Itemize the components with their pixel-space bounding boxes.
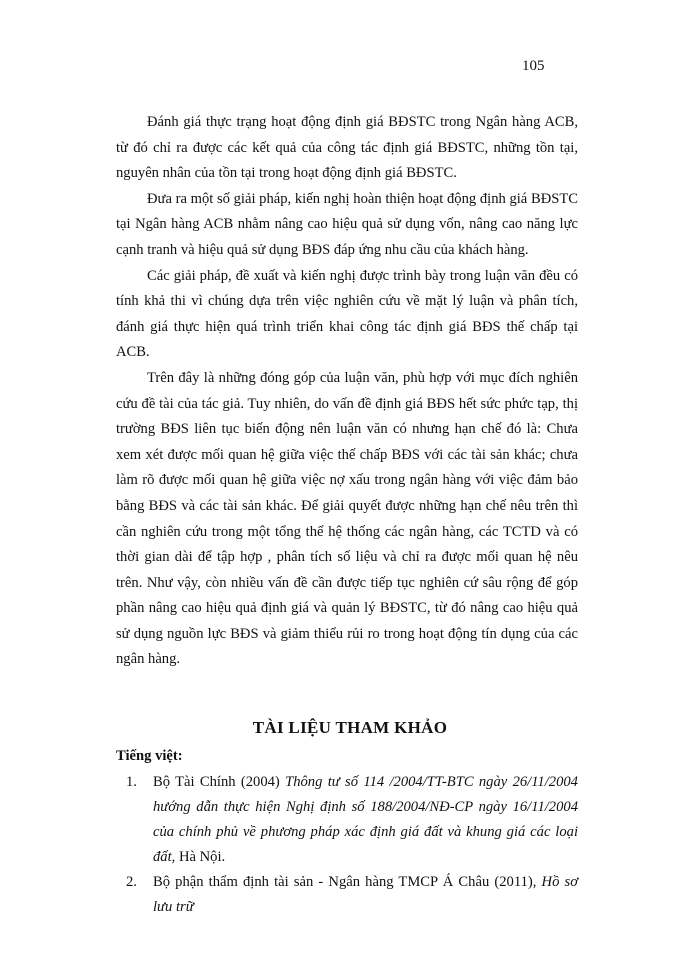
body-text <box>116 110 578 673</box>
paragraph: Đưa ra một số giải pháp, kiến nghị hoàn thiện hoạt động định giá BĐSTC tại Ngân hàng ACB nhằm nâng cao hiệu quả sử dụng vốn, nâng cao năng lực cạnh tranh và hiệu quả sử dụng BĐS đáp ứng nhu cầu của khách hàng. <box>116 190 578 258</box>
reference-item <box>116 770 578 870</box>
reference-number: 1. <box>126 774 137 790</box>
references-subheading: Tiếng việt: <box>116 748 183 764</box>
reference-number: 2. <box>126 874 137 890</box>
reference-list <box>116 770 578 920</box>
reference-author: Bộ Tài Chính (2004) <box>153 774 286 790</box>
paragraph: Các giải pháp, đề xuất và kiến nghị được trình bày trong luận văn đều có tính khả thi vì chúng dựa trên việc nghiên cứu về mặt lý luận và phân tích, đánh giá thực hiện quá trình triển khai công tác định giá BĐS thế chấp tại ACB. <box>116 267 578 361</box>
paragraph: Trên đây là những đóng góp của luận văn, phù hợp với mục đích nghiên cứu đề tài của tác giả. Tuy nhiên, do vấn đề định giá BĐS hết sức phức tạp, thị trường BĐS liên tục biến động nên luận văn có nhưng hạn chế đó là: Chưa xem xét được mối quan hệ giữa việc thế chấp BĐS với các tài sản khác; chưa làm rõ được mối quan hệ giữa việc nợ xấu trong ngân hàng với việc đảm bảo bằng BĐS và các tài sản khác. Để giải quyết được những hạn chế nêu trên thì cần nghiên cứu trong một tổng thể hệ thống các ngân hàng, các TCTD và có thời gian dài để tập hợp , phân tích số liệu và chỉ ra được mối quan hệ nêu trên. Như vậy, còn nhiều vấn đề cần được tiếp tục nghiên cứ sâu rộng để góp phần nâng cao hiệu quả định giá và quản lý BĐSTC, từ đó nâng cao hiệu quả sử dụng nguồn lực BĐS và giảm thiểu rủi ro trong hoạt động tín dụng của các ngân hàng. <box>116 369 578 668</box>
paragraph: Đánh giá thực trạng hoạt động định giá BĐSTC trong Ngân hàng ACB, từ đó chỉ ra được các kết quả của công tác định giá BĐSTC, những tồn tại, nguyên nhân của tồn tại trong hoạt động định giá BĐSTC. <box>116 114 578 182</box>
references-title: TÀI LIỆU THAM KHẢO <box>252 718 448 737</box>
reference-title: Hồ sơ lưu trữ <box>153 874 578 915</box>
reference-title: Thông tư số 114 /2004/TT-BTC ngày 26/11/2004 hướng dẫn thực hiện Nghị định số 188/2004/NĐ-CP ngày 16/11/2004 của chính phủ về phương pháp xác định giá đất và khung giá các loại đất, <box>153 774 578 865</box>
page-number: 105 <box>522 58 545 74</box>
reference-author: Bộ phận thẩm định tài sản - Ngân hàng TMCP Á Châu (2011), <box>153 874 542 890</box>
reference-item <box>116 870 578 920</box>
reference-suffix: Hà Nội. <box>175 849 226 865</box>
